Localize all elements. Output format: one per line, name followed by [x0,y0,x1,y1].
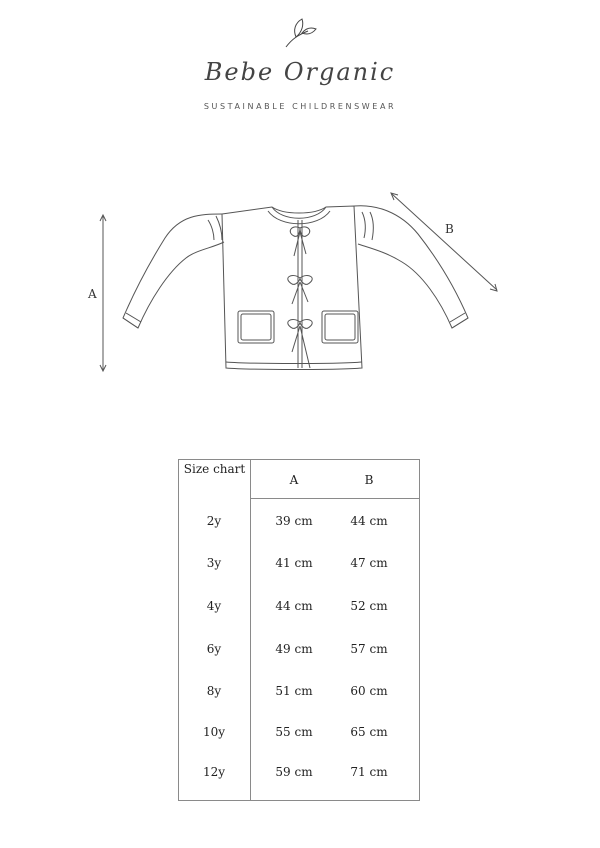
jacket-illustration [0,185,600,385]
size-cell: 12y [202,765,226,779]
size-cell: 8y [206,684,222,698]
table-row [179,725,419,745]
column-header-b: B [364,473,374,487]
table-divider-vertical [250,460,251,801]
measure-b-cell: 47 cm [350,556,388,570]
measure-b-cell: 44 cm [350,514,388,528]
measure-a-cell: 51 cm [275,684,313,698]
measure-b-cell: 57 cm [350,642,388,656]
size-cell: 4y [206,599,222,613]
table-row [179,514,419,534]
size-cell: 6y [206,642,222,656]
brand-tagline: SUSTAINABLE CHILDRENSWEAR [203,102,397,111]
measure-a-cell: 59 cm [275,765,313,779]
size-cell: 10y [202,725,226,739]
table-row [179,642,419,662]
measure-b-cell: 60 cm [350,684,388,698]
measure-a-cell: 41 cm [275,556,313,570]
measure-a-cell: 55 cm [275,725,313,739]
measure-a-cell: 49 cm [275,642,313,656]
size-chart-header: Size chart [183,462,246,476]
table-row [179,684,419,704]
dimension-a-label: A [88,287,97,301]
measure-b-cell: 52 cm [350,599,388,613]
brand-header [0,0,600,120]
brand-name: Bebe Organic [204,58,396,86]
dimension-b-label: B [445,222,454,236]
size-cell: 2y [206,514,222,528]
size-cell: 3y [206,556,222,570]
leaf-icon [282,15,318,51]
measure-a-cell: 44 cm [275,599,313,613]
table-row [179,556,419,576]
size-chart-table [178,459,420,801]
column-header-a: A [289,473,299,487]
measure-b-cell: 65 cm [350,725,388,739]
table-divider-horizontal [250,498,420,499]
measure-b-cell: 71 cm [350,765,388,779]
table-row [179,765,419,785]
table-row [179,599,419,619]
measure-a-cell: 39 cm [275,514,313,528]
